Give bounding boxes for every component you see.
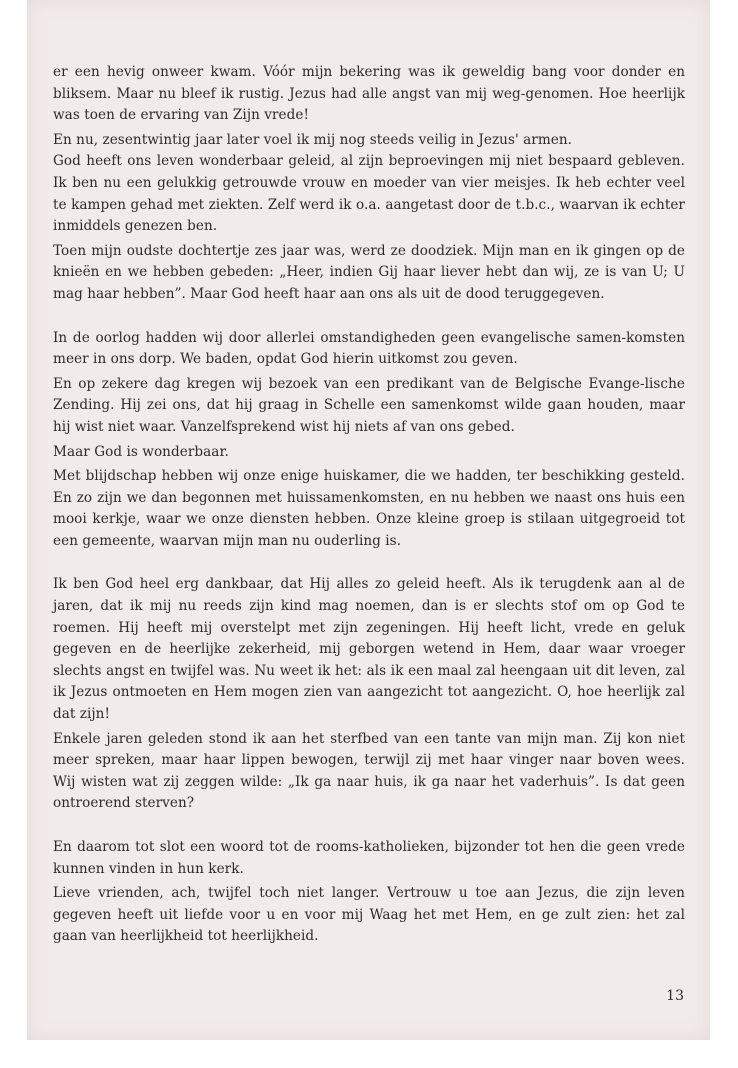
paragraph: Lieve vrienden, ach, twijfel toch niet langer. Vertrouw u toe aan Jezus, die zijn leven gegeven heeft uit liefde voor u en voor mij Waag het met Hem, en ge zult zien: het zal gaan van heerlijkheid tot heerlijkheid. <box>53 885 685 945</box>
paragraph: Toen mijn oudste dochtertje zes jaar was, werd ze doodziek. Mijn man en ik gingen op de knieën en we hebben gebeden: „Heer, indien Gij haar liever hebt dan wij, ze is van U; U mag haar hebben”. Maar God heeft haar aan ons als uit de dood teruggegeven. <box>53 242 685 302</box>
paragraph: En daarom tot slot een woord tot de rooms-katholieken, bijzonder tot hen die geen vrede kunnen vinden in hun kerk. <box>53 839 685 877</box>
paragraph: God heeft ons leven wonderbaar geleid, al zijn beproevingen mij niet bespaard gebleven. Ik ben nu een gelukkig getrouwde vrouw en moeder van vier meisjes. Ik heb echter veel te kampen gehad met ziekten. Zelf werd ik o.a. aangetast door de t.b.c., waarvan ik echter inmiddels genezen ben. <box>53 153 685 235</box>
page-body <box>53 62 685 951</box>
paragraph: Ik ben God heel erg dankbaar, dat Hij alles zo geleid heeft. Als ik terugdenk aan al de jaren, dat ik mij nu reeds zijn kind mag noemen, dan is er slechts stof om op God te roemen. Hij heeft mij overstelpt met zijn zegeningen. Hij heeft licht, vrede en geluk gegeven en de heerlijke zekerheid, mij geborgen wetend in Hem, daar waar vroeger slechts angst en twijfel was. Nu weet ik het: als ik een maal zal heengaan uit dit leven, zal ik Jezus ontmoeten en Hem mogen zien van aangezicht tot aangezicht. O, hoe heerlijk zal dat zijn! <box>53 576 685 723</box>
paragraph: En op zekere dag kregen wij bezoek van een predikant van de Belgische Evange-lische Zending. Hij zei ons, dat hij graag in Schelle een samenkomst wilde gaan houden, maar hij wist niet waar. Vanzelfsprekend wist hij niets af van ons gebed. <box>53 375 685 435</box>
paragraph: In de oorlog hadden wij door allerlei omstandigheden geen evangelische samen-komsten meer in ons dorp. We baden, opdat God hierin uitkomst zou geven. <box>53 329 685 368</box>
page-number: 13 <box>666 988 684 1004</box>
paragraph: En nu, zesentwintig jaar later voel ik mij nog steeds veilig in Jezus' armen. <box>53 131 573 148</box>
paragraph: Enkele jaren geleden stond ik aan het sterfbed van een tante van mijn man. Zij kon niet meer spreken, maar haar lippen bewogen, terwijl zij met haar vinger naar boven wees. Wij wisten wat zij zeggen wilde: „Ik ga naar huis, ik ga naar het vaderhuis”. Is dat geen ontroerend sterven? <box>53 730 685 812</box>
paragraph: Maar God is wonderbaar. <box>53 443 229 460</box>
book-page <box>27 0 710 1040</box>
paragraph: er een hevig onweer kwam. Vóór mijn bekering was ik geweldig bang voor donder en bliksem. Maar nu bleef ik rustig. Jezus had alle angst van mij weg-genomen. Hoe heerlijk was toen de ervaring van Zijn vrede! <box>53 64 685 124</box>
paragraph: Met blijdschap hebben wij onze enige huiskamer, die we hadden, ter beschikking gesteld. En zo zijn we dan begonnen met huissamenkomsten, en nu hebben we naast ons huis een mooi kerkje, waar we onze diensten hebben. Onze kleine groep is stilaan uitgegroeid tot een gemeente, waarvan mijn man nu ouderling is. <box>53 468 685 549</box>
